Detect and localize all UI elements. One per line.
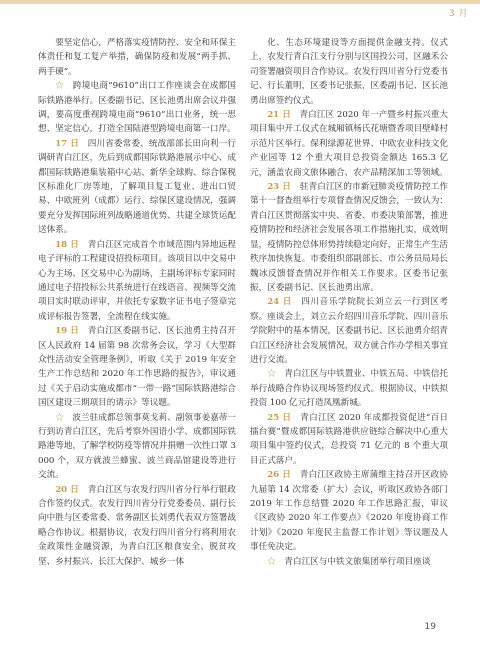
chronicle-entry bbox=[250, 108, 448, 180]
left-column bbox=[38, 36, 236, 612]
chronicle-entry bbox=[250, 411, 448, 469]
chronicle-entry bbox=[38, 36, 236, 79]
star-marker: ☆ bbox=[55, 412, 64, 423]
chronicle-entry bbox=[250, 295, 448, 367]
entry-date: 20 日 bbox=[55, 484, 80, 495]
entry-text: 四川省委常委、统战部部长田向利一行调研青白江区，先后到成都国际铁路港展示中心、成都国际铁路港集装箱中心站、新华全球购、综合保税区标准化厂房等地，了解项目复工复业、进出口贸易、中欧班列（成都）运行、综保区建设情况，强调要充分发挥国际班列战略通道优势、共建全球货运配送体系。 bbox=[38, 138, 236, 236]
entry-text: 波兰驻成都总领事莫戈莉、副领事姜嘉蒂一行到访青白江区，先后考察外国语小学、成都国际铁路港等地，了解学校防疫等情况并捐赠一次性口罩 3 000 个，双方就波兰蜂蜜、波兰商品馆建设等进行交流。 bbox=[38, 412, 236, 481]
chronicle-entry bbox=[38, 79, 236, 137]
entry-text: 青白江区政协主席蒲维主持召开区政协九届第 14 次常委（扩大）会议，听取区政协各部门 2019 年工作总结暨 2020 年工作思路汇报，审议《区政协 2020 年工作要点》《2020 年度协商工作计划》《2020 年度民主监督工作计划》等议题及人事任免决定。 bbox=[250, 470, 448, 553]
right-column bbox=[250, 36, 448, 612]
chronicle-entry bbox=[38, 324, 236, 410]
chronicle-entry bbox=[38, 483, 236, 569]
chronicle-entry bbox=[250, 367, 448, 410]
chronicle-entry bbox=[250, 36, 448, 108]
chronicle-entry bbox=[250, 180, 448, 295]
entry-text: 青白江区 2020 年成都投资促进“百日擂台赛”暨成都国际铁路港供应链综合解决中心重大项目集中签约仪式，总投资 71 亿元的 8 个重大项目正式落户。 bbox=[250, 412, 448, 466]
chronicle-entry bbox=[250, 555, 448, 569]
entry-text: 青白江区完成首个市域范围内异地远程电子评标的工程建设招投标项目。该项目以中交易中心为主场、区交易中心为副场，主副场评标专家同时通过电子招投标公共系统进行在线语音、视频等交流项目实时联动评审，并依托专家数字证书电子签章完成评标报告签署，全流程在线实施。 bbox=[38, 239, 236, 322]
entry-date: 19 日 bbox=[55, 326, 80, 337]
chronicle-entry bbox=[38, 411, 236, 483]
entry-text: 青白江区与中铁文旅集团举行项目座谈 bbox=[284, 556, 431, 567]
entry-text: 青白江区与中铁置业、中铁五局、中铁信托举行战略合作协议现场签约仪式。根据协议，中铁拟投资 100 亿元打造凤凰新城。 bbox=[250, 369, 448, 409]
chronicle-entry bbox=[38, 137, 236, 238]
entry-text: 青白江区与农发行四川省分行举行银政合作签约仪式。农发行四川省分行党委委员、副行长向中胜与区委常委、常务副区长刘勇代表双方签署战略合作协议。根据协议，农发行四川省分行将利用农金政策性金融资源，为青白江区粮食安全、脱贫攻坚、乡村振兴、长江大保护、城乡一体 bbox=[38, 484, 236, 567]
article-body bbox=[38, 36, 448, 612]
entry-text: 青白江区委副书记、区长池勇主持召开区人民政府 14 届第 98 次常务会议，学习《大型群众性活动安全管理条例》，听取《关于 2019 年安全生产工作总结和 2020 年工作思路的报告》，审议通过《关于启动实施成都市“一带一路”国际铁路港综合国区建设三期项目的请示》等议题。 bbox=[38, 326, 236, 409]
page-number: 19 bbox=[424, 622, 436, 632]
entry-text: 跨境电商“9610”出口工作座谈会在成都国际铁路港举行。区委副书记、区长池勇出席会议并强调，要高度重视跨境电商“9610”出口业务，统一思想、坚定信心，打造全国陆港型跨境电商第一口岸。 bbox=[38, 81, 236, 135]
entry-text: 青白江区 2020 年一产暨乡村振兴重大项目集中开工仪式在城厢镇杨氏花塘暨香项目壁峰村示范片区举行。保利绿源花世界、中欧农业科技文化产业园等 12 个重大项目总投资金额达 165.3 亿元，涵盖农商文旅体融合、农产品精深加工等领域。 bbox=[250, 110, 448, 178]
entry-text: 四川音乐学院院长刘立云一行到区考察。座谈会上，刘立云介绍四川音乐学院、四川音乐学院附中的基本情况，区委副书记、区长池勇介绍青白江区经济社会发展情况，双方就合作办学相关事宜进行交流。 bbox=[250, 297, 448, 365]
star-marker: ☆ bbox=[267, 369, 276, 380]
entry-date: 24 日 bbox=[267, 297, 292, 308]
entry-date: 17 日 bbox=[55, 138, 80, 149]
entry-text: 驻青白江区的市新冠肺炎疫情防控工作第十一督查组举行专项督查情况反馈会，一致认为：青白江区贯彻落实中央、省委、市委决策部署，推进疫情防控和经济社会发展各项工作措施扎实，成效明显，疫情防控总体形势持续稳定向好，正常生产生活秩序加快恢复。市委组织部副部长、市公务员局局长魏冰反馈督查情况并作相关工作要求。区委书记张振，区委副书记、区长池勇出席。 bbox=[250, 182, 448, 293]
entry-date: 26 日 bbox=[267, 470, 292, 481]
star-marker: ☆ bbox=[267, 556, 276, 567]
star-marker: ☆ bbox=[55, 81, 65, 92]
chronicle-entry bbox=[38, 238, 236, 324]
entry-date: 25 日 bbox=[267, 412, 292, 423]
entry-date: 23 日 bbox=[267, 182, 292, 193]
month-tag: 3 月 bbox=[448, 9, 468, 19]
entry-date: 21 日 bbox=[267, 110, 291, 121]
entry-text: 化、生态环境建设等方面提供金融支持。仪式上，农发行青白江支行分别与区国投公司、区融禾公司签署融资项目合作协议。农发行四川省分行党委书记、行长董明，区委书记张振，区委副书记、区长池勇出席签约仪式。 bbox=[250, 38, 448, 106]
entry-text: 要坚定信心，严格落实疫情防控、安全和环保主体责任和复工复产举措，确保防疫和发展“两手抓、两手硬”。 bbox=[38, 38, 236, 77]
header-rule bbox=[0, 0, 480, 4]
chronicle-entry bbox=[250, 468, 448, 554]
entry-date: 18 日 bbox=[55, 239, 80, 250]
